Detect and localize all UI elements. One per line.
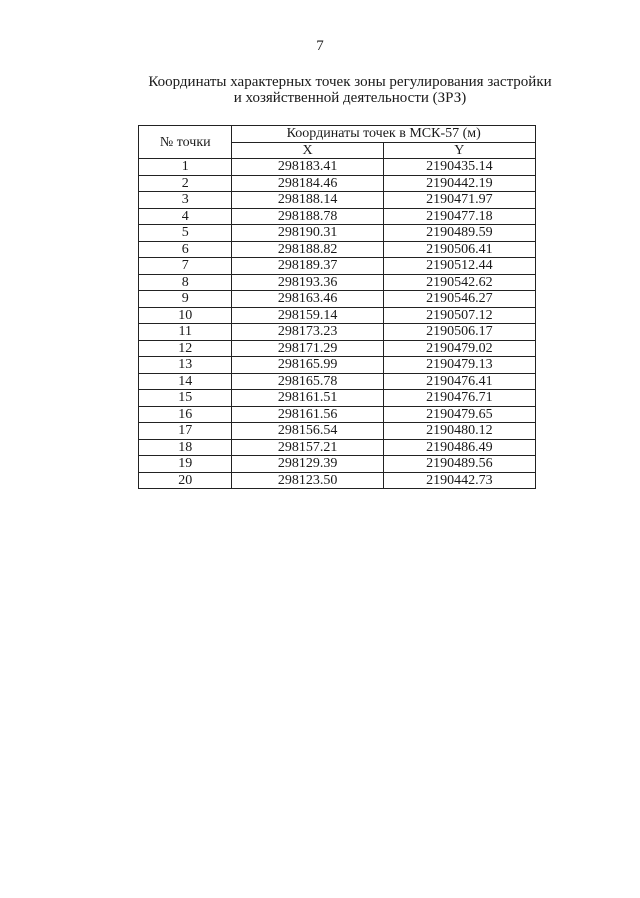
x-coordinate-cell: 298193.36 (232, 274, 383, 291)
point-number-cell: 4 (139, 208, 232, 225)
x-coordinate-cell: 298156.54 (232, 423, 383, 440)
header-coordinates: Координаты точек в МСК-57 (м) (232, 126, 536, 143)
title-line-1: Координаты характерных точек зоны регулирования застройки (148, 74, 552, 90)
x-coordinate-cell: 298188.82 (232, 241, 383, 258)
x-coordinate-cell: 298184.46 (232, 175, 383, 192)
y-coordinate-cell: 2190506.41 (383, 241, 535, 258)
y-coordinate-cell: 2190471.97 (383, 192, 535, 209)
table-row (139, 390, 536, 407)
point-number-cell: 18 (139, 439, 232, 456)
y-coordinate-cell: 2190435.14 (383, 159, 535, 176)
point-number-cell: 16 (139, 406, 232, 423)
coordinates-table (138, 125, 536, 489)
point-number-cell: 1 (139, 159, 232, 176)
table-row (139, 439, 536, 456)
table-row (139, 324, 536, 341)
x-coordinate-cell: 298165.78 (232, 373, 383, 390)
table-row (139, 274, 536, 291)
table-body (139, 159, 536, 489)
point-number-cell: 10 (139, 307, 232, 324)
point-number-cell: 13 (139, 357, 232, 374)
y-coordinate-cell: 2190442.73 (383, 472, 535, 489)
table-row (139, 373, 536, 390)
y-coordinate-cell: 2190489.56 (383, 456, 535, 473)
table-row (139, 241, 536, 258)
header-y: Y (383, 142, 535, 159)
point-number-cell: 15 (139, 390, 232, 407)
x-coordinate-cell: 298129.39 (232, 456, 383, 473)
y-coordinate-cell: 2190442.19 (383, 175, 535, 192)
table-row (139, 175, 536, 192)
point-number-cell: 3 (139, 192, 232, 209)
y-coordinate-cell: 2190486.49 (383, 439, 535, 456)
x-coordinate-cell: 298188.14 (232, 192, 383, 209)
header-point-number: № точки (139, 126, 232, 159)
table-row (139, 340, 536, 357)
y-coordinate-cell: 2190507.12 (383, 307, 535, 324)
title-line-2: и хозяйственной деятельности (ЗРЗ) (233, 90, 467, 106)
x-coordinate-cell: 298123.50 (232, 472, 383, 489)
x-coordinate-cell: 298188.78 (232, 208, 383, 225)
table-row (139, 159, 536, 176)
page-number: 7 (316, 38, 324, 54)
x-coordinate-cell: 298173.23 (232, 324, 383, 341)
table-row (139, 307, 536, 324)
table-row (139, 258, 536, 275)
table-header-row (139, 126, 536, 143)
x-coordinate-cell: 298161.51 (232, 390, 383, 407)
point-number-cell: 6 (139, 241, 232, 258)
point-number-cell: 17 (139, 423, 232, 440)
y-coordinate-cell: 2190476.41 (383, 373, 535, 390)
table-row (139, 357, 536, 374)
y-coordinate-cell: 2190489.59 (383, 225, 535, 242)
x-coordinate-cell: 298159.14 (232, 307, 383, 324)
point-number-cell: 9 (139, 291, 232, 308)
x-coordinate-cell: 298161.56 (232, 406, 383, 423)
y-coordinate-cell: 2190480.12 (383, 423, 535, 440)
y-coordinate-cell: 2190479.13 (383, 357, 535, 374)
x-coordinate-cell: 298171.29 (232, 340, 383, 357)
y-coordinate-cell: 2190506.17 (383, 324, 535, 341)
x-coordinate-cell: 298165.99 (232, 357, 383, 374)
y-coordinate-cell: 2190477.18 (383, 208, 535, 225)
x-coordinate-cell: 298163.46 (232, 291, 383, 308)
x-coordinate-cell: 298190.31 (232, 225, 383, 242)
x-coordinate-cell: 298183.41 (232, 159, 383, 176)
point-number-cell: 5 (139, 225, 232, 242)
y-coordinate-cell: 2190512.44 (383, 258, 535, 275)
x-coordinate-cell: 298189.37 (232, 258, 383, 275)
point-number-cell: 14 (139, 373, 232, 390)
point-number-cell: 19 (139, 456, 232, 473)
table-row (139, 192, 536, 209)
point-number-cell: 20 (139, 472, 232, 489)
point-number-cell: 7 (139, 258, 232, 275)
y-coordinate-cell: 2190476.71 (383, 390, 535, 407)
x-coordinate-cell: 298157.21 (232, 439, 383, 456)
table-row (139, 208, 536, 225)
y-coordinate-cell: 2190546.27 (383, 291, 535, 308)
table-row (139, 406, 536, 423)
point-number-cell: 8 (139, 274, 232, 291)
table-row (139, 423, 536, 440)
page-title (100, 74, 600, 106)
table-row (139, 291, 536, 308)
y-coordinate-cell: 2190542.62 (383, 274, 535, 291)
point-number-cell: 11 (139, 324, 232, 341)
table-row (139, 456, 536, 473)
y-coordinate-cell: 2190479.65 (383, 406, 535, 423)
point-number-cell: 2 (139, 175, 232, 192)
table-row (139, 472, 536, 489)
header-x: X (232, 142, 383, 159)
y-coordinate-cell: 2190479.02 (383, 340, 535, 357)
table-row (139, 225, 536, 242)
point-number-cell: 12 (139, 340, 232, 357)
